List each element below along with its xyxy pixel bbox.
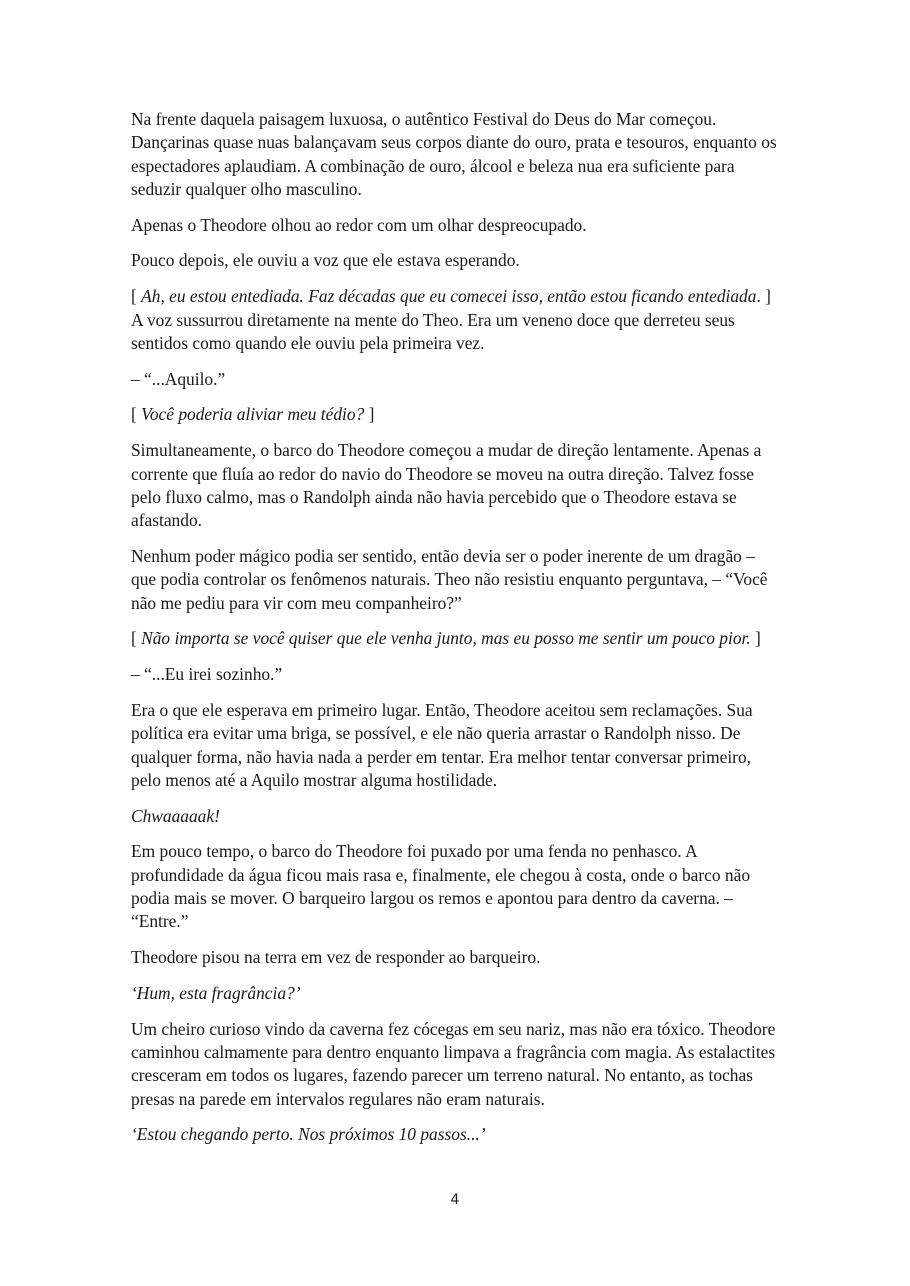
paragraph-festival: Na frente daquela paisagem luxuosa, o autêntico Festival do Deus do Mar começou. Dançarinas quase nuas balançavam seus corpos diante do ouro, prata e tesouros, enquanto os espectadores aplaudiam. A combinação de ouro, álcool e beleza nua era suficiente para seduzir qualquer olho masculino.: [131, 109, 777, 199]
paragraph-relieve-boredom: [131, 403, 781, 426]
paragraph-boat-direction: Simultaneamente, o barco do Theodore começou a mudar de direção lentamente. Apenas a corrente que fluía ao redor do navio do Theodore se moveu na outra direção. Talvez fosse pelo fluxo calmo, mas o Randolph ainda não havia percebido que o Theodore estava se afastando.: [131, 440, 762, 531]
page-number: 4: [450, 1192, 460, 1208]
paragraph-theodore-looked: Apenas o Theodore olhou ao redor com um olhar despreocupado.: [131, 214, 587, 235]
thought-getting-close: ‘Estou chegando perto. Nos próximos 10 passos...’: [131, 1124, 486, 1145]
paragraph-rest: . ] A voz sussurrou diretamente na mente do Theo. Era um veneno doce que derreteu seus sentidos como quando ele ouviu pela primeira vez.: [131, 286, 771, 353]
thought-fragrance: ‘Hum, esta fragrância?’: [131, 982, 301, 1003]
bracket-close: ]: [364, 404, 375, 425]
bracket-open: [: [131, 628, 142, 649]
paragraph-cave-smell: Um cheiro curioso vindo da caverna fez cócegas em seu nariz, mas não era tóxico. Theodore caminhou calmamente para dentro enquanto limpava a fragrância com magia. As estalactites cresceram em todos os lugares, fazendo parecer um terreno natural. No entanto, as tochas presas na parede em intervalos regulares não eram naturais.: [131, 1018, 776, 1109]
paragraph-stepped-land: Theodore pisou na terra em vez de responder ao barqueiro.: [131, 947, 541, 968]
paragraph-cliff-crevice: Em pouco tempo, o barco do Theodore foi puxado por uma fenda no penhasco. A profundidade da água ficou mais rasa e, finalmente, ele chegou à costa, onde o barco não podia mais se mover. O barqueiro largou os remos e apontou para dentro da caverna. – “Entre.”: [131, 841, 751, 932]
bracket-open: [: [131, 286, 142, 307]
dialogue-go-alone: – “...Eu irei sozinho.”: [131, 664, 283, 685]
document-page: [131, 108, 781, 1159]
bracket-open: [: [131, 404, 142, 425]
paragraph-expected: Era o que ele esperava em primeiro lugar. Então, Theodore aceitou sem reclamações. Sua política era evitar uma briga, se possível, e ele não queria arrastar o Randolph nisso. De qualquer forma, não havia nada a perder em tentar. Era melhor tentar conversar primeiro, pelo menos até a Aquilo mostrar alguma hostilidade.: [131, 699, 753, 790]
paragraph-heard-voice: Pouco depois, ele ouviu a voz que ele estava esperando.: [131, 250, 520, 271]
italic-thought: Ah, eu estou entediada. Faz décadas que eu comecei isso, então estou ficando entediada: [141, 286, 757, 307]
sound-effect: Chwaaaaak!: [131, 805, 220, 826]
paragraph-dragon-power: Nenhum poder mágico podia ser sentido, então devia ser o poder inerente de um dragão – que podia controlar os fenômenos naturais. Theo não resistiu enquanto perguntava, – “Você não me pediu para vir com meu companheiro?”: [131, 545, 768, 613]
italic-thought: Não importa se você quiser que ele venha junto, mas eu posso me sentir um pouco pior.: [141, 628, 751, 649]
italic-thought: Você poderia aliviar meu tédio?: [141, 404, 365, 425]
paragraph-feel-worse: [131, 627, 781, 650]
paragraph-bored-voice: [131, 285, 781, 355]
bracket-close: ]: [750, 628, 761, 649]
dialogue-aquilo: – “...Aquilo.”: [131, 368, 226, 389]
